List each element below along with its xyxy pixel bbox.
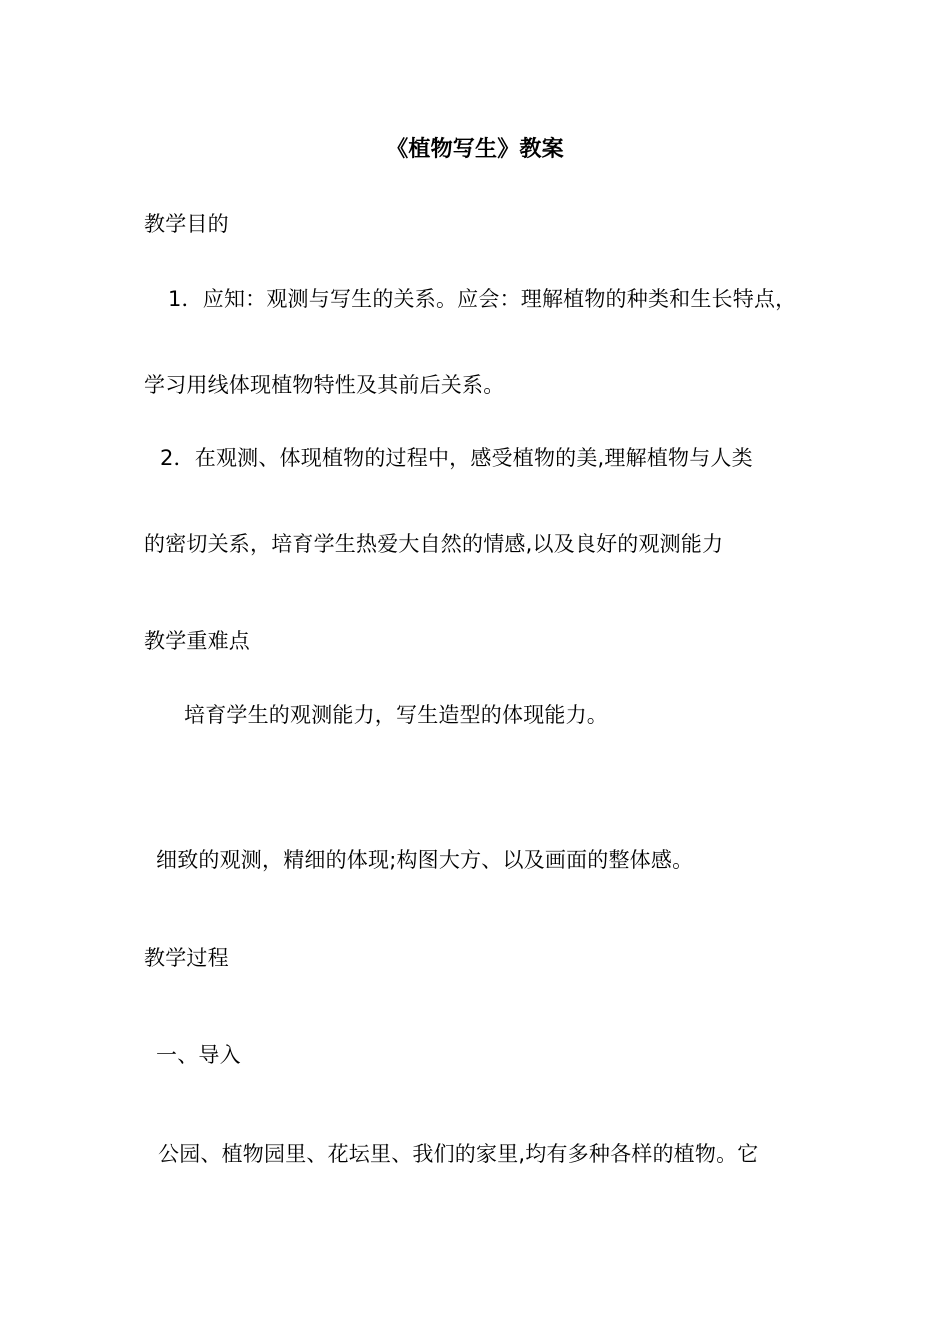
document-title: 《植物写生》教案: [386, 137, 564, 162]
heading-teaching-goals: 教学目的: [144, 212, 229, 236]
key-point-2: 细致的观测，精细的体现;构图大方、以及画面的整体感。: [156, 848, 694, 872]
goal-1-line-2: 学习用线体现植物特性及其前后关系。: [144, 373, 505, 397]
key-point-1: 培育学生的观测能力，写生造型的体现能力。: [184, 703, 608, 727]
heading-key-points: 教学重难点: [144, 629, 250, 653]
goal-2-line-1: 2．在观测、体现植物的过程中，感受植物的美,理解植物与人类: [160, 446, 753, 470]
section-intro-heading: 一、导入: [156, 1043, 241, 1067]
heading-teaching-process: 教学过程: [144, 946, 229, 970]
goal-1-line-1: 1．应知：观测与写生的关系。应会：理解植物的种类和生长特点，: [168, 287, 797, 311]
goal-2-line-2: 的密切关系，培育学生热爱大自然的情感,以及良好的观测能力: [144, 532, 724, 556]
intro-paragraph: 公园、植物园里、花坛里、我们的家里,均有多种各样的植物。它: [158, 1142, 759, 1166]
